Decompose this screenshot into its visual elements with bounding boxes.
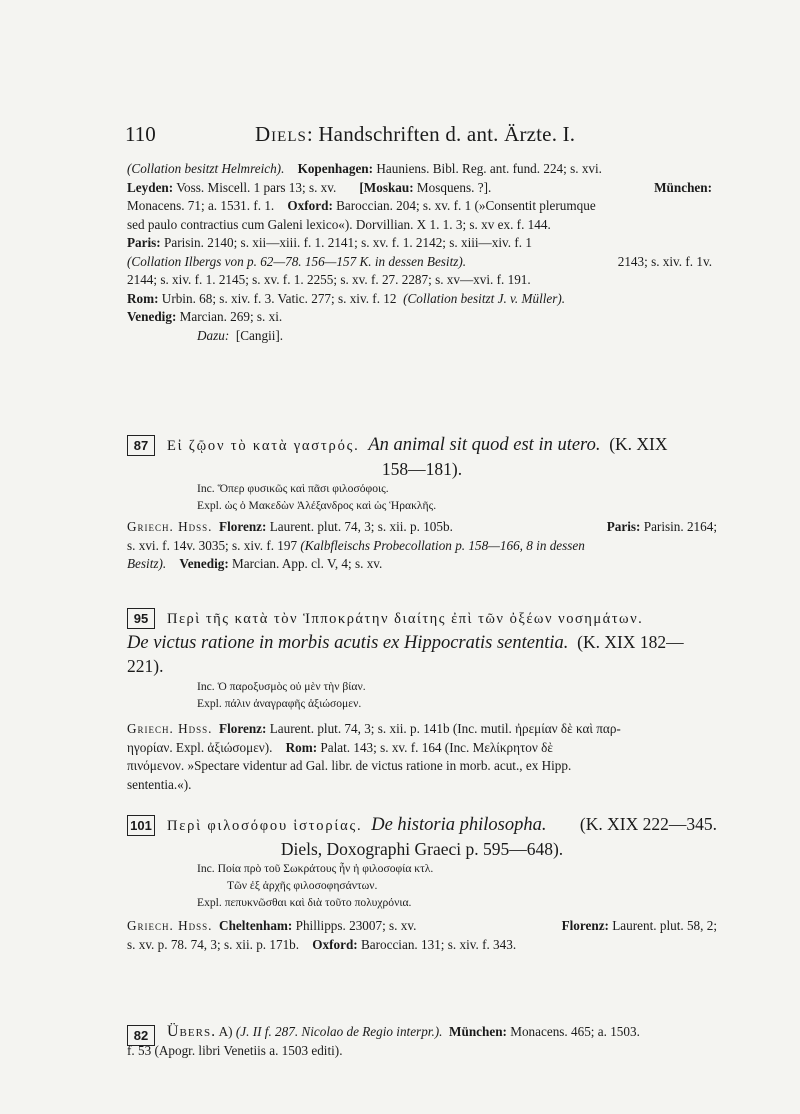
greek-title: Περὶ φιλοσόφου ἱστορίας. (167, 818, 363, 834)
running-title (255, 122, 575, 147)
incipit-text: Ὅπερ φυσικῶς καὶ πᾶσι φιλοσόφοις. (217, 482, 389, 495)
greek-title: Εἰ ζῷον τὸ κατὰ γαστρός. (167, 438, 360, 454)
shelfmark: Parisin. 2164; (643, 519, 717, 534)
running-header (125, 122, 675, 148)
hdss-label: Griech. Hdss. (127, 519, 213, 534)
shelfmark: Baroccian. 131; s. xiv. f. 343. (360, 936, 517, 952)
list-line (127, 917, 717, 936)
city-label: Florenz: (219, 519, 267, 534)
explicit-label: Expl. (197, 499, 222, 512)
incipit-label: Inc. (197, 862, 215, 875)
explicit-label: Expl. (197, 896, 222, 909)
kuehn-reference-cont: 158—181). (381, 459, 463, 479)
hdss-label: Griech. Hdss. (127, 721, 213, 736)
latin-title: An animal sit quod est in utero. (368, 435, 601, 455)
city-label: Cheltenham: (219, 918, 293, 933)
city-label: Paris: (606, 519, 641, 534)
shelfmark: Laurent. plut. 58, 2; (612, 918, 717, 933)
list-line (127, 290, 712, 309)
shelfmark: Voss. Miscell. 1 pars 13; s. xv. (176, 179, 337, 195)
explicit-label: Expl. (197, 697, 222, 710)
latin-title: De victus ratione in morbis acutis ex Hippocratis sententia. (127, 633, 569, 653)
entry-title (127, 433, 717, 458)
list-line (127, 1023, 717, 1042)
list-line (127, 160, 712, 179)
list-line (127, 537, 717, 556)
list-line: 2144; s. xiv. f. 1. 2145; s. xv. f. 1. 2255; s. xv. f. 27. 2287; s. xv—xvi. f. 191. (127, 272, 531, 287)
entry-number: 87 (127, 435, 155, 456)
incipit-text: Ποία πρὸ τοῦ Σωκράτους ἦν ἡ φιλοσοφία κτλ. (217, 862, 434, 875)
incipit (127, 480, 717, 497)
page-number: 110 (125, 122, 156, 146)
incipit (127, 860, 717, 877)
list-marker: A) (218, 1024, 233, 1039)
kuehn-reference: (K. XIX 222—345. (579, 814, 717, 834)
list-line (127, 555, 717, 574)
incipit (127, 678, 717, 695)
city-label: München: (654, 179, 712, 195)
incipit-cont: Τῶν ἐξ ἀρχῆς φιλοσοφησάντων. (227, 879, 378, 892)
shelfmark: Hauniens. Bibl. Reg. ant. fund. 224; s. xvi. (376, 161, 602, 176)
incipit-label: Inc. (197, 680, 215, 693)
shelfmark: 2143; s. xiv. f. 1v. (617, 253, 712, 269)
list-line (127, 327, 712, 346)
city-label: Rom: (285, 739, 318, 755)
list-line (127, 739, 717, 758)
collation-note: (Collation besitzt Helmreich). (127, 161, 285, 176)
manuscripts (127, 917, 717, 954)
collation-note: (Collation besitzt J. v. Müller). (403, 290, 566, 306)
shelfmark: Monacens. 465; a. 1503. (510, 1024, 640, 1039)
city-label: Paris: (127, 235, 161, 250)
city-label: [Moskau: (359, 179, 414, 195)
collation-note: (Kalbfleischs Probecollation p. 158—166, 8 in dessen (300, 537, 585, 553)
running-title-text: : Handschriften d. ant. Ärzte. I. (306, 122, 576, 146)
city-label: Oxford: (287, 198, 333, 213)
city-label: Rom: (127, 290, 159, 306)
list-line (127, 518, 717, 537)
city-label: Leyden: (127, 179, 174, 195)
translation-label: Übers. (167, 1023, 217, 1040)
kuehn-reference-cont: Diels, Doxographi Graeci p. 595—648). (280, 839, 564, 859)
shelfmark: s. xvi. f. 14v. 3035; s. xiv. f. 197 (127, 537, 298, 553)
city-label: Oxford: (312, 936, 358, 952)
shelfmark: Laurent. plut. 74, 3; s. xii. p. 141b (Inc. mutil. ἠρεμίαν δὲ καὶ παρ- (269, 721, 621, 736)
city-label: Florenz: (561, 918, 609, 933)
manuscripts (127, 518, 717, 574)
incipit-text: Ὁ παροξυσμὸς οὐ μὲν τὴν βίαν. (217, 680, 366, 693)
city-label: München: (449, 1024, 507, 1039)
entry-title (127, 813, 717, 838)
incipit-label: Inc. (197, 482, 215, 495)
city-label: Venedig: (179, 556, 229, 571)
hdss-label: Griech. Hdss. (127, 918, 213, 933)
entry-101 (127, 813, 717, 954)
shelfmark: Monacens. 71; a. 1531. f. 1. (127, 198, 275, 213)
shelfmark: Baroccian. 204; s. xv. f. 1 (»Consentit plerumque (336, 198, 596, 213)
collation-note: (Collation Ilbergs von p. 62—78. 156—157 K. in dessen Besitz). (127, 253, 467, 269)
shelfmark: Urbin. 68; s. xiv. f. 3. Vatic. 277; s. xiv. f. 12 (161, 290, 397, 306)
explicit-text: ὡς ὁ Μακεδὼν Ἀλέξανδρος καὶ ὡς Ἡρακλῆς. (224, 499, 437, 512)
kuehn-reference: (K. XIX 182—221). (127, 632, 684, 676)
list-line (127, 197, 712, 216)
entry-title-latin (127, 631, 717, 678)
shelfmark: Parisin. 2140; s. xii—xiii. f. 1. 2141; s. xv. f. 1. 2142; s. xiii—xiv. f. 1 (164, 235, 532, 250)
explicit-text: πεπυκνῶσθαι καὶ διὰ τοῦτο πολυχρόνια. (224, 896, 412, 909)
shelfmark: Palat. 143; s. xv. f. 164 (Inc. Μελίκρητον δὲ (320, 739, 553, 755)
explicit-text: πάλιν ἀναγραφῆς ἀξιώσομεν. (224, 697, 362, 710)
greek-title: Περὶ τῆς κατὰ τὸν Ἱπποκράτην διαίτης ἐπὶ τῶν ὀξέων νοσημάτων. (167, 611, 644, 627)
entry-95 (127, 606, 717, 794)
dazu-label: Dazu: (197, 327, 230, 343)
shelfmark: Marcian. 269; s. xi. (179, 309, 283, 324)
list-line: πινόμενον. »Spectare videntur ad Gal. libr. de victus ratione in morb. acut., ex Hipp. (127, 758, 572, 773)
entry-number: 101 (127, 815, 155, 836)
list-line: f. 53 (Apogr. libri Venetiis a. 1503 editi). (127, 1042, 343, 1058)
list-line (127, 179, 712, 198)
kuehn-reference: (K. XIX (609, 434, 668, 454)
shelfmark: Phillipps. 23007; s. xv. (295, 918, 417, 933)
list-line (127, 234, 712, 253)
entry-82 (127, 1023, 717, 1060)
list-line: sed paulo contractius cum Galeni lexico«). Dorvillian. X 1. 1. 3; s. xv ex. f. 144. (127, 216, 551, 232)
city-label: Florenz: (219, 721, 267, 736)
city-label: Venedig: (127, 309, 177, 324)
list-line (127, 936, 717, 955)
list-line (127, 253, 712, 272)
list-line (127, 720, 717, 739)
explicit (127, 894, 717, 911)
entry-number: 82 (127, 1025, 155, 1046)
explicit (127, 497, 717, 514)
shelfmark: Marcian. App. cl. V, 4; s. xv. (232, 556, 383, 571)
explicit (127, 695, 717, 712)
city-label: Kopenhagen: (297, 161, 374, 176)
collation-note: (J. II f. 287. Nicolao de Regio interpr.). (235, 1024, 443, 1039)
translation-list (127, 1023, 717, 1060)
list-line (127, 308, 712, 327)
collation-note: Besitz). (127, 556, 167, 571)
list-line: sententia.«). (127, 776, 192, 792)
shelfmark: Mosquens. ?]. (416, 179, 492, 195)
manuscript-list-top (127, 160, 712, 345)
author-name: Diels (255, 122, 307, 146)
shelfmark: Laurent. plut. 74, 3; s. xii. p. 105b. (269, 519, 453, 534)
shelfmark: [Cangii]. (235, 327, 284, 343)
shelfmark: s. xv. p. 78. 74, 3; s. xii. p. 171b. (127, 936, 300, 952)
entry-number: 95 (127, 608, 155, 629)
manuscripts (127, 720, 717, 794)
entry-title (127, 606, 717, 631)
latin-title: De historia philosopha. (371, 815, 547, 835)
entry-87 (127, 433, 717, 574)
shelfmark: ηγορίαν. Expl. ἀξιώσομεν). (127, 739, 273, 755)
